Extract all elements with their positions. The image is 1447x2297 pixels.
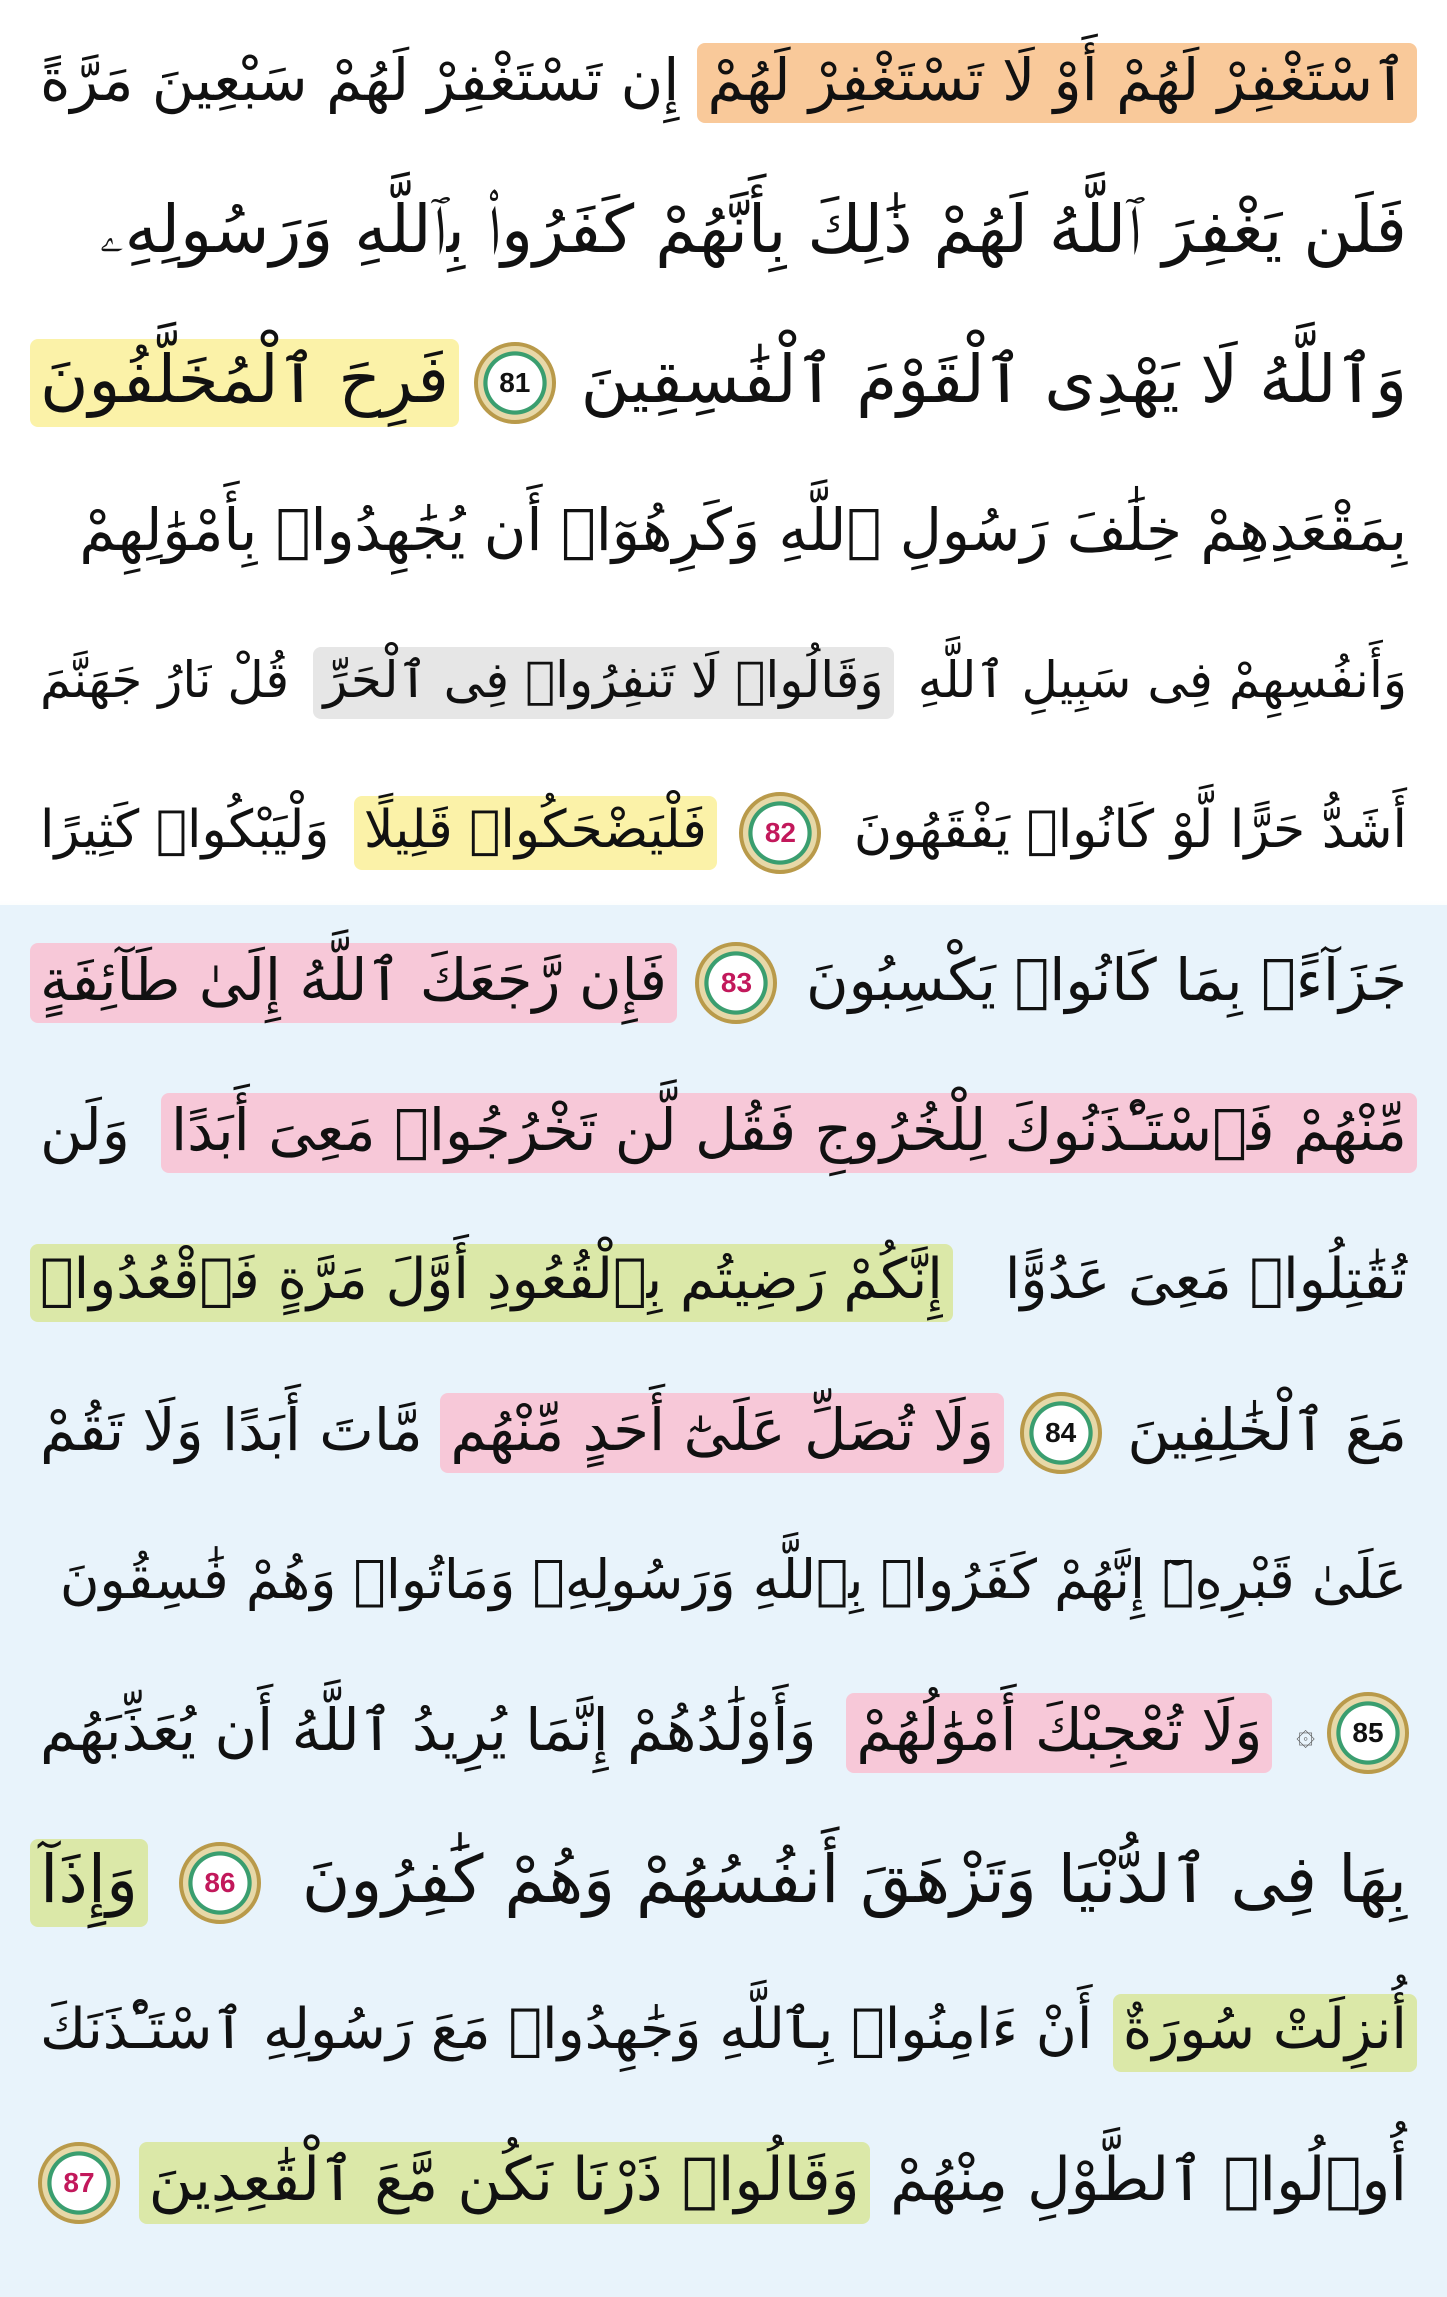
verse-line-14	[30, 1958, 1417, 2108]
verse-line-10	[30, 1358, 1417, 1508]
ayah-number: 86	[204, 1867, 236, 1898]
verse-line-6	[30, 758, 1417, 908]
ayah-number-marker	[474, 342, 556, 424]
verse-text: مَّاتَ أَبَدًا وَلَا تَقُمْ	[40, 1396, 423, 1464]
verse-text: أَنْ ءَامِنُوا۟ بِٱللَّهِ وَجَٰهِدُوا۟ مَعَ رَسُولِهِ ٱسْتَـْٔذَنَكَ	[40, 1997, 1093, 2062]
highlighted-phrase: وَقَالُوا۟ لَا تَنفِرُوا۟ فِى ٱلْحَرِّ	[313, 647, 893, 719]
ayah-marker-group	[30, 2142, 128, 2224]
verse-line-15	[30, 2108, 1417, 2258]
ayah-marker-group	[466, 342, 564, 424]
ayah-marker-group	[1012, 1392, 1110, 1474]
verse-text: فَلَن يَغْفِرَ ٱللَّهُ لَهُمْ ذَٰلِكَ بِأَنَّهُمْ كَفَرُوا۟ بِٱللَّهِ وَرَسُولِهِۦ	[99, 191, 1407, 268]
ayah-number-marker	[695, 942, 777, 1024]
ayah-number: 84	[1045, 1417, 1077, 1448]
ayah-number: 82	[764, 817, 796, 848]
verse-text: جَزَآءًۢ بِمَا كَانُوا۟ يَكْسِبُونَ	[806, 946, 1407, 1014]
ayah-number-marker	[179, 1842, 261, 1924]
verse-text: وَأَوْلَٰدُهُمْ إِنَّمَا يُرِيدُ ٱللَّهُ أَن يُعَذِّبَهُم	[40, 1696, 817, 1764]
ayah-marker-group	[1292, 1692, 1417, 1774]
verse-text: عَلَىٰ قَبْرِهِۦٓ إِنَّهُمْ كَفَرُوا۟ بِٱللَّهِ وَرَسُولِهِۦ وَمَاتُوا۟ وَهُمْ فَٰسِقُونَ	[59, 1548, 1407, 1611]
highlighted-phrase: إِنَّكُمْ رَضِيتُم بِٱلْقُعُودِ أَوَّلَ مَرَّةٍ فَٱقْعُدُوا۟	[30, 1244, 953, 1322]
rub-el-hizb-icon: ۞	[1296, 1714, 1315, 1752]
ayah-marker-group	[731, 792, 829, 874]
verse-line-13	[30, 1808, 1417, 1958]
ayah-number-marker	[1020, 1392, 1102, 1474]
verse-text: وَلْيَبْكُوا۟ كَثِيرًا	[40, 800, 330, 860]
highlighted-phrase: وَلَا تُعْجِبْكَ أَمْوَٰلُهُمْ	[846, 1693, 1272, 1773]
verse-text: قُلْ نَارُ جَهَنَّمَ	[40, 651, 290, 709]
highlighted-phrase: فَرِحَ ٱلْمُخَلَّفُونَ	[30, 339, 459, 427]
verse-line-9	[30, 1208, 1417, 1358]
highlighted-phrase: فَلْيَضْحَكُوا۟ قَلِيلًا	[354, 796, 717, 870]
verse-text: وَٱللَّهُ لَا يَهْدِى ٱلْقَوْمَ ٱلْفَٰسِقِينَ	[580, 341, 1407, 418]
highlighted-phrase: أُنزِلَتْ سُورَةٌ	[1113, 1994, 1417, 2072]
ayah-number: 83	[720, 967, 753, 998]
verse-text: وَلَن	[40, 1096, 130, 1164]
verse-line-11	[30, 1508, 1417, 1658]
verse-text: بِمَقْعَدِهِمْ خِلَٰفَ رَسُولِ ٱللَّهِ وَكَرِهُوٓا۟ أَن يُجَٰهِدُوا۟ بِأَمْوَٰلِهِمْ	[79, 496, 1407, 564]
verse-line-3	[30, 308, 1417, 458]
verse-text: أَشَدُّ حَرًّا لَّوْ كَانُوا۟ يَفْقَهُونَ	[853, 800, 1407, 860]
verse-text: بِهَا فِى ٱلدُّنْيَا وَتَزْهَقَ أَنفُسُهُمْ وَهُمْ كَٰفِرُونَ	[301, 1841, 1407, 1918]
ayah-number-marker	[38, 2142, 120, 2224]
ayah-marker-group	[687, 942, 785, 1024]
highlighted-phrase: مِّنْهُمْ فَٱسْتَـْٔذَنُوكَ لِلْخُرُوجِ فَقُل لَّن تَخْرُجُوا۟ مَعِىَ أَبَدًا	[161, 1093, 1417, 1173]
ayah-number-marker	[739, 792, 821, 874]
highlighted-phrase: وَقَالُوا۟ ذَرْنَا نَكُن مَّعَ ٱلْقَٰعِدِينَ	[139, 2142, 870, 2224]
highlighted-phrase: ٱسْتَغْفِرْ لَهُمْ أَوْ لَا تَسْتَغْفِرْ لَهُمْ	[697, 43, 1417, 123]
verse-line-8	[30, 1058, 1417, 1208]
verse-text: أُو۟لُوا۟ ٱلطَّوْلِ مِنْهُمْ	[890, 2145, 1407, 2215]
ayah-number: 81	[499, 367, 531, 398]
verse-text: تُقَٰتِلُوا۟ مَعِىَ عَدُوًّا	[1004, 1247, 1407, 1312]
verse-line-4	[30, 458, 1417, 608]
verse-line-1	[30, 8, 1417, 158]
ayah-number-marker	[1327, 1692, 1409, 1774]
highlighted-phrase: وَلَا تُصَلِّ عَلَىٰٓ أَحَدٍ مِّنْهُم	[440, 1393, 1004, 1473]
ayah-marker-group	[171, 1842, 269, 1924]
highlighted-phrase: فَإِن رَّجَعَكَ ٱللَّهُ إِلَىٰ طَآئِفَةٍ	[30, 943, 677, 1023]
verse-line-2	[30, 158, 1417, 308]
verse-text: وَأَنفُسِهِمْ فِى سَبِيلِ ٱللَّهِ	[917, 651, 1407, 709]
verse-text: إِن تَسْتَغْفِرْ لَهُمْ سَبْعِينَ مَرَّةً	[40, 46, 680, 114]
ayah-number: 87	[63, 2167, 95, 2198]
verse-line-5	[30, 608, 1417, 758]
verse-text: مَعَ ٱلْخَٰلِفِينَ	[1127, 1396, 1407, 1464]
ayah-number: 85	[1352, 1717, 1384, 1748]
verse-line-7	[30, 908, 1417, 1058]
highlighted-phrase: وَإِذَآ	[30, 1839, 148, 1927]
verse-line-12	[30, 1658, 1417, 1808]
